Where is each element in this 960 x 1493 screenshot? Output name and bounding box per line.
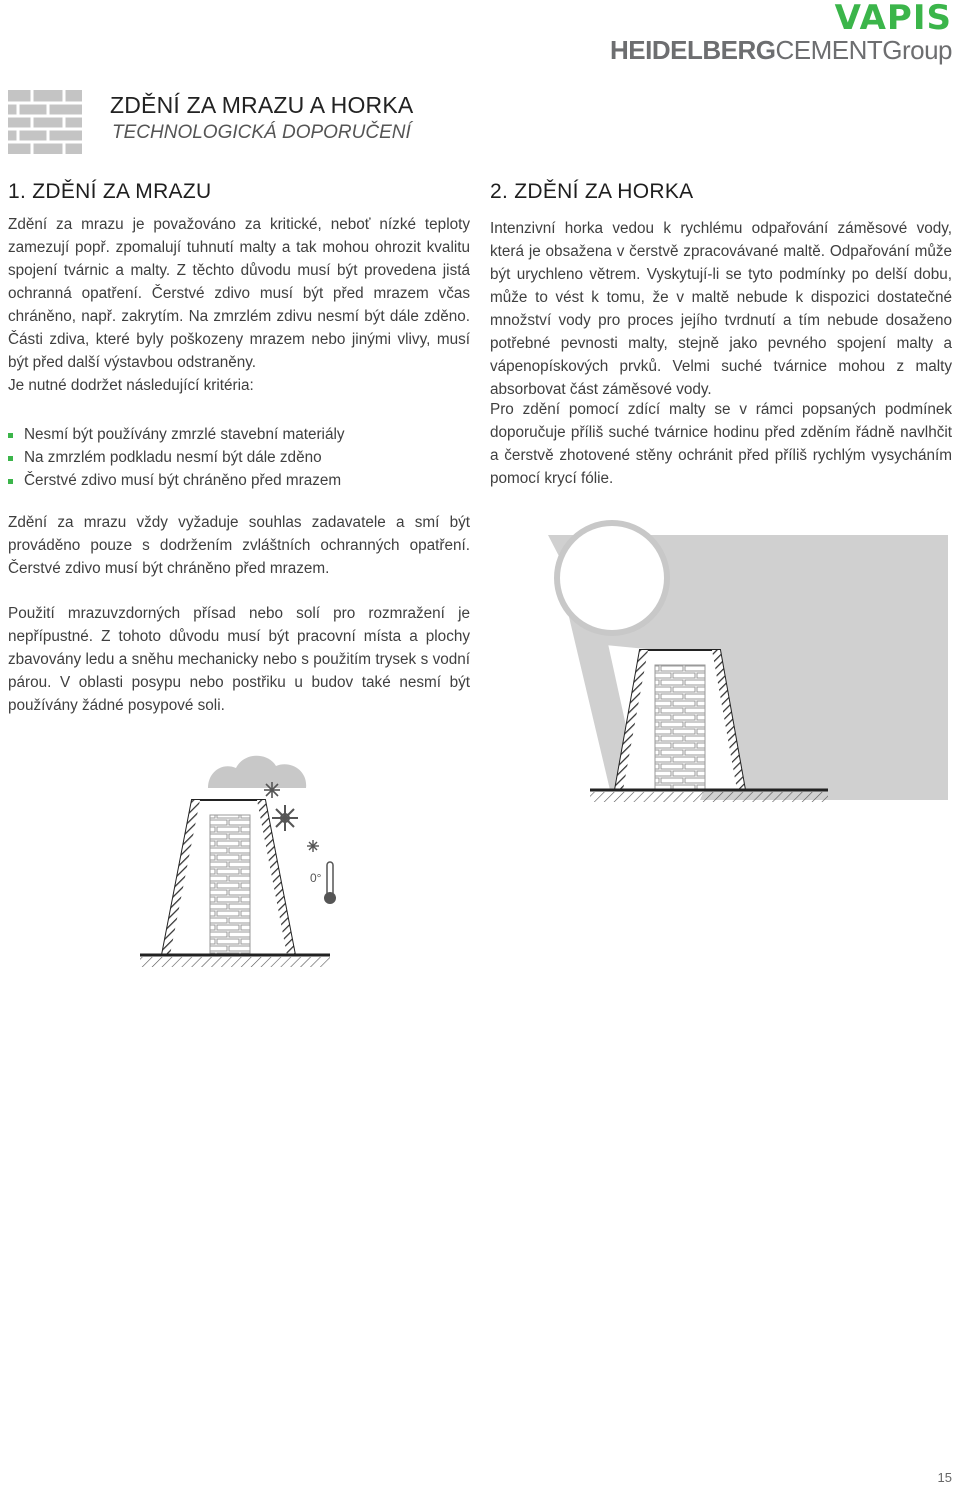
snowflake-icon [272,805,298,831]
thermometer-icon [324,862,336,904]
page-title: ZDĚNÍ ZA MRAZU A HORKA [110,92,414,118]
cloud-icon [208,756,306,788]
criteria-intro: Je nutné dodržet následující kritéria: [8,377,254,394]
section-heading-hot: 2. ZDĚNÍ ZA HORKA [490,180,694,203]
vapis-logo-text: VAPIS [834,0,952,38]
hot-weather-illustration [548,523,948,802]
page-number: 15 [937,1470,952,1485]
logo-heidelberg: HEIDELBERG [609,35,776,65]
sun-icon [557,523,667,633]
cold-paragraph-2: Zdění za mrazu vždy vyžaduje souhlas zadavatele a smí být prováděno pouze s dodržením zvláštních ochranných opatření. Čerstvé zdivo musí být chráněno před mrazem. [8,514,470,577]
brick-wall-icon [655,665,705,790]
snowflake-icon [307,840,319,852]
snowflake-icon [264,782,280,798]
list-item-text: Čerstvé zdivo musí být chráněno před mrazem [24,472,342,489]
list-item-text: Nesmí být používány zmrzlé stavební materiály [24,426,345,443]
cold-paragraph-1-text: Zdění za mrazu je považováno za kritické, neboť nízké teploty zamezují popř. zpomalují tuhnutí malty a tak mohou ohrozit kvalitu spojení tvárnic a malty. Z těchto důvodu musí být provedena jistá ochranná opatření. Čerstvé zdivo musí být před mrazem včas chráněno, např. zakrytím. Na zmrzlém zdivu nesmí být dále zděno. Části zdiva, které byly poškozeny mrazem nebo jinými vlivy, musí být před další výstavbou odstraněny. [8,216,470,371]
brick-wall-icon [210,815,250,955]
logo-cement: CEMENT [775,35,883,65]
cold-paragraph-3: Použití mrazuvzdorných přísad nebo solí pro rozmražení je nepřípustné. Z tohoto důvodu musí být pracovní místa a plochy zbavovány ledu a sněhu mechanicky nebo s použitím trysek s vodní párou. V oblasti posypu nebo postřiku u budov také nesmí být používány žádné posypové soli. [8,605,470,714]
cold-weather-illustration [140,756,336,967]
section-heading-cold: 1. ZDĚNÍ ZA MRAZU [8,180,212,203]
page-subtitle: TECHNOLOGICKÁ DOPORUČENÍ [112,122,411,143]
list-item-text: Na zmrzlém podkladu nesmí být dále zděno [24,449,322,466]
hot-paragraph-2: Pro zdění pomocí zdící malty se v rámci popsaných podmínek doporučuje příliš suché tvárnice hodinu před zděním řádně navlhčit a čerstvě zhotovené stěny ochránit před příliš rychlým vysycháním pomocí krycí fólie. [490,401,952,487]
thermometer-label: 0° [310,871,322,885]
logo-group: Group [882,35,952,65]
hot-paragraph-1: Intenzivní horka vedou k rychlému odpařování záměsové vody, která je obsažena v čerstvě zpracovávané maltě. Odpařování může být urychleno větrem. Vyskytují-li se tyto podmínky po delší dobu, může to vést k tomu, že v maltě nebude k dispozici dostatečné množství vody pro proces jejího tvrdnutí a tím nebude dosaženo potřebné pevnosti malty, stejně jako pevného spojení malty a vápenopískových prvků. Velmi suché tvárnice mohou z malty absorbovat část záměsové vody. [490,220,952,398]
